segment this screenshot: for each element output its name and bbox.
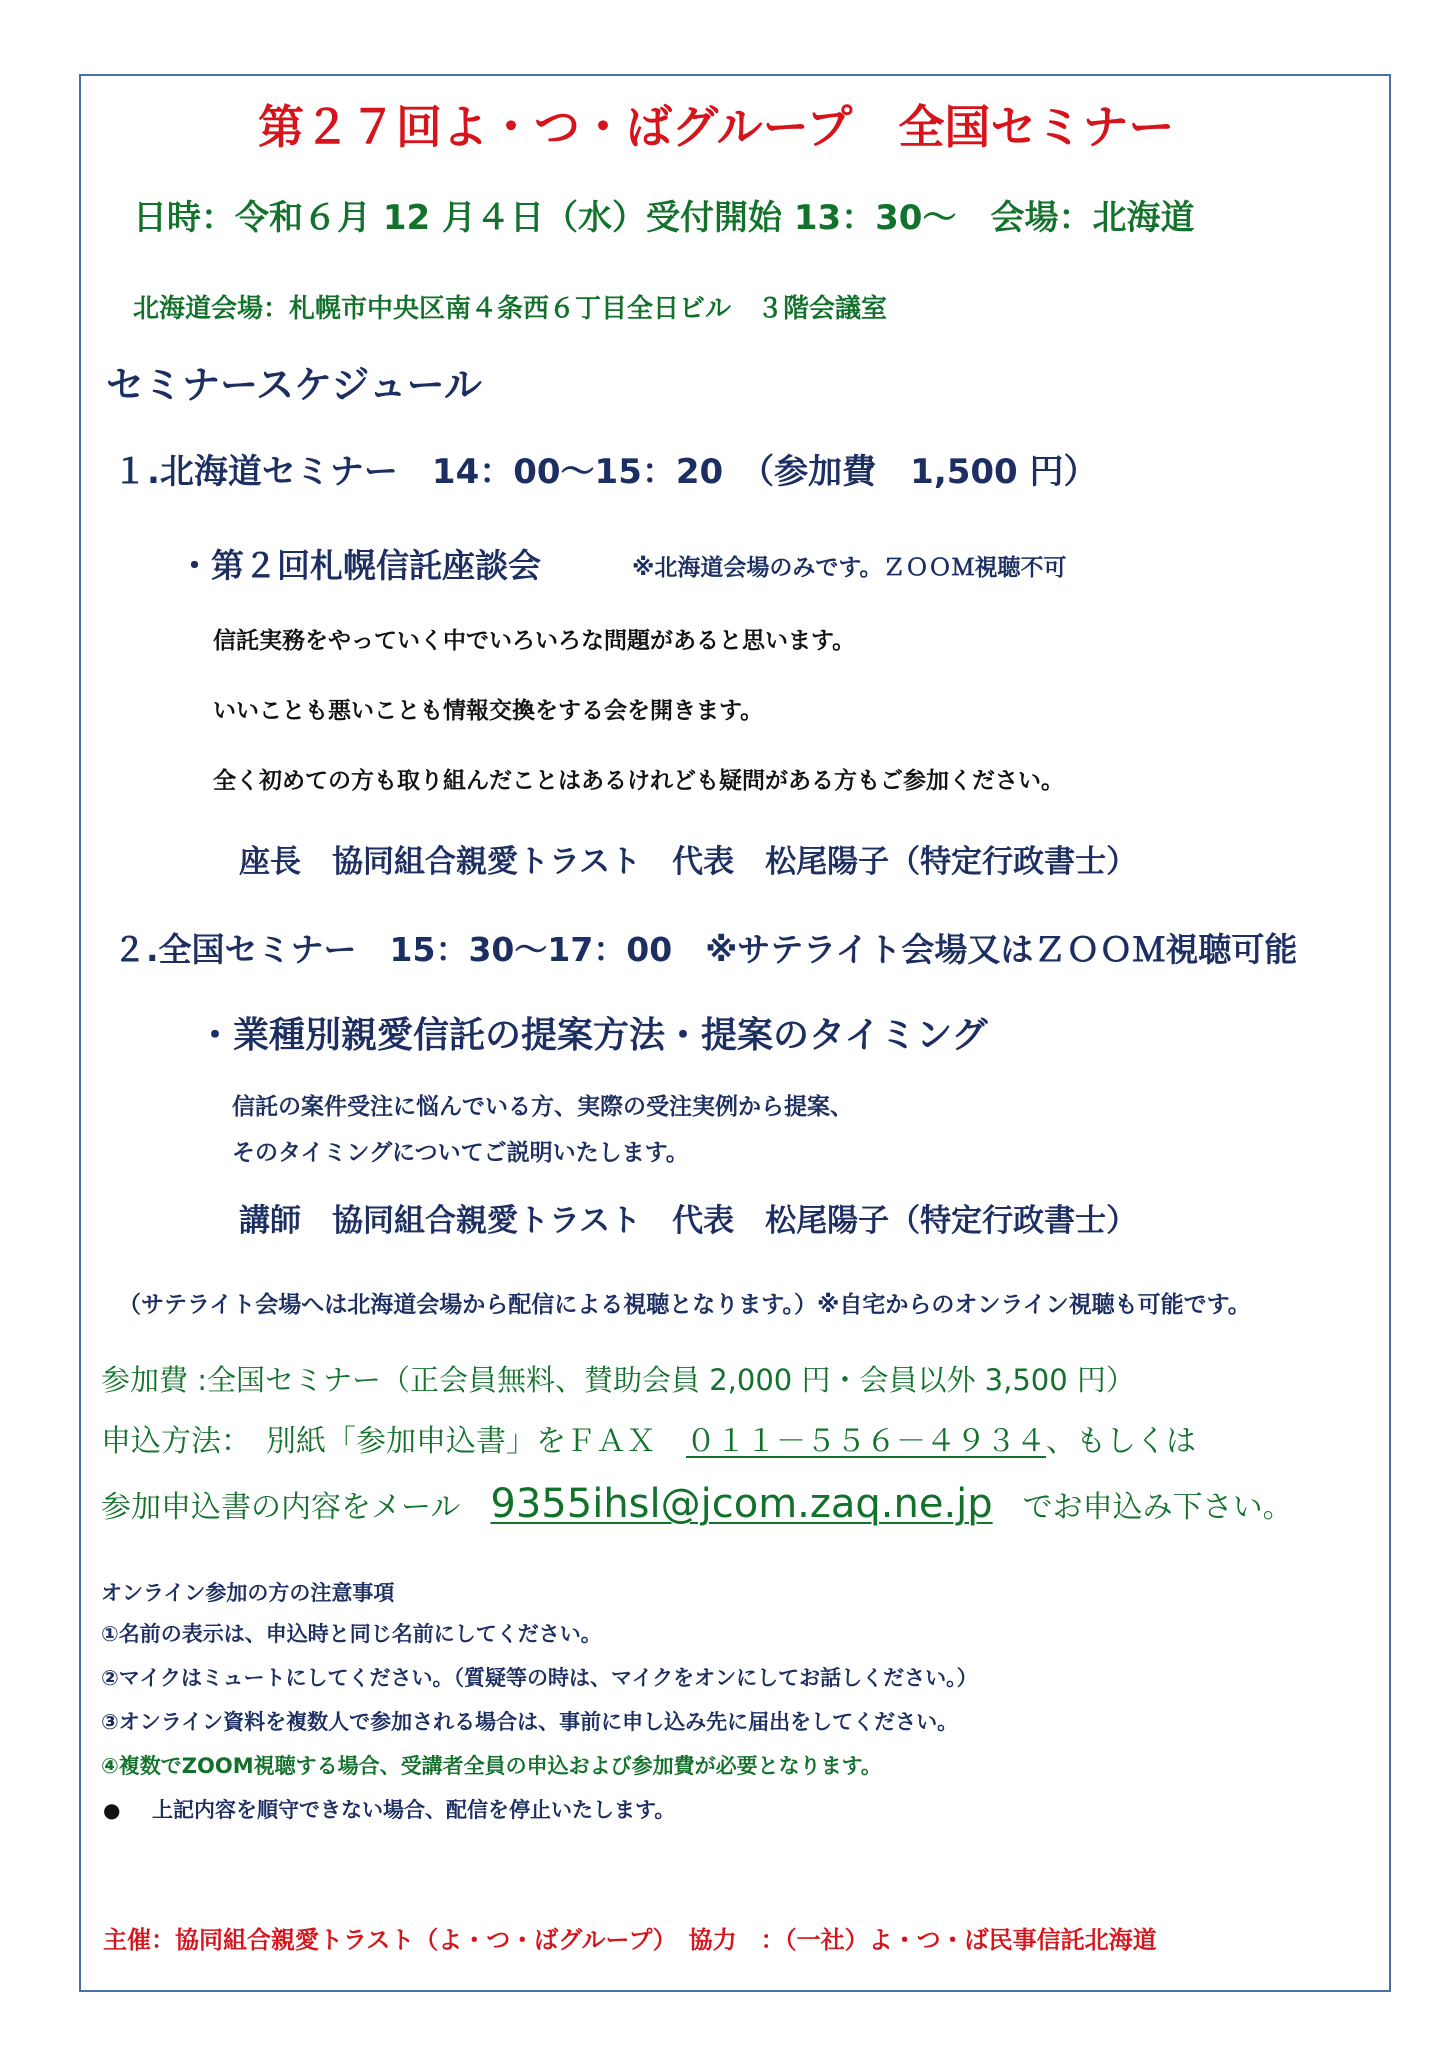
online-note-item: ③オンライン資料を複数人で参加される場合は、事前に申し込み先に届出をしてください。 [101,1710,959,1734]
schedule-heading: セミナースケジュール [106,363,482,407]
online-notes-heading: オンライン参加の方の注意事項 [101,1581,395,1605]
apply-line1-prefix: 申込方法： 別紙「参加申込書」をＦＡＸ [101,1424,686,1459]
session1-chair: 座長 協同組合親愛トラスト 代表 松尾陽子（特定行政書士） [239,844,1138,880]
session1-desc-line1: 信託実務をやっていく中でいろいろな問題があると思います。 [213,628,856,654]
flyer-title: 第２７回よ・つ・ばグループ 全国セミナー [258,100,1175,154]
apply-line2 [101,1481,1293,1527]
session2-lecturer: 講師 協同組合親愛トラスト 代表 松尾陽子（特定行政書士） [239,1203,1138,1239]
apply-line1-suffix: 、もしくは [1046,1424,1196,1459]
session1-topic: ・第２回札幌信託座談会 [178,546,541,585]
email-link[interactable]: 9355ihsl@jcom.zaq.ne.jp [490,1481,993,1527]
session1-desc-line2: いいことも悪いことも情報交換をする会を開きます。 [213,698,764,724]
session2-heading: ２.全国セミナー 15：30～17：00 ※サテライト会場又はＺＯＯＭ視聴可能 [113,930,1298,969]
venue-address: 北海道会場：札幌市中央区南４条西６丁目全日ビル ３階会議室 [133,294,888,324]
footer-organizers: 主催：協同組合親愛トラスト（よ・つ・ばグループ） 協力 ：（一社）よ・つ・ば民事信託北海道 [103,1926,1157,1954]
session2-desc-line2: そのタイミングについてご説明いたします。 [232,1140,689,1166]
online-note-item: ④複数でZOOM視聴する場合、受講者全員の申込および参加費が必要となります。 [101,1754,882,1778]
online-warning: 上記内容を順守できない場合、配信を停止いたします。 [152,1798,676,1822]
fax-number: ０１１－５５６－４９３４ [686,1424,1046,1459]
event-datetime: 日時：令和６月 12 月４日（水）受付開始 13：30～ 会場：北海道 [133,198,1195,238]
session1-heading: １.北海道セミナー 14：00～15：20 （参加費 1,500 円） [113,452,1098,492]
session1-topic-note: ※北海道会場のみです。ＺＯＯＭ視聴不可 [632,555,1067,581]
bullet-icon: ● [103,1798,121,1822]
apply-line2-prefix: 参加申込書の内容をメール [101,1490,491,1525]
session1-desc-line3: 全く初めての方も取り組んだことはあるけれども疑問がある方もご参加ください。 [213,768,1064,794]
satellite-note: （サテライト会場へは北海道会場から配信による視聴となります。）※自宅からのオンライン視聴も可能です。 [118,1292,1251,1318]
online-note-item: ①名前の表示は、申込時と同じ名前にしてください。 [101,1622,602,1646]
apply-line2-suffix: でお申込み下さい。 [992,1490,1293,1525]
apply-line1 [101,1424,1196,1459]
session2-desc-line1: 信託の案件受注に悩んでいる方、実際の受注実例から提案、 [232,1094,853,1120]
session2-topic: ・業種別親愛信託の提案方法・提案のタイミング [197,1015,988,1056]
online-note-item: ②マイクはミュートにしてください。（質疑等の時は、マイクをオンにしてお話しください。） [101,1666,978,1690]
fee-info: 参加費 :全国セミナー（正会員無料、賛助会員 2,000 円・会員以外 3,500 円） [101,1363,1135,1397]
